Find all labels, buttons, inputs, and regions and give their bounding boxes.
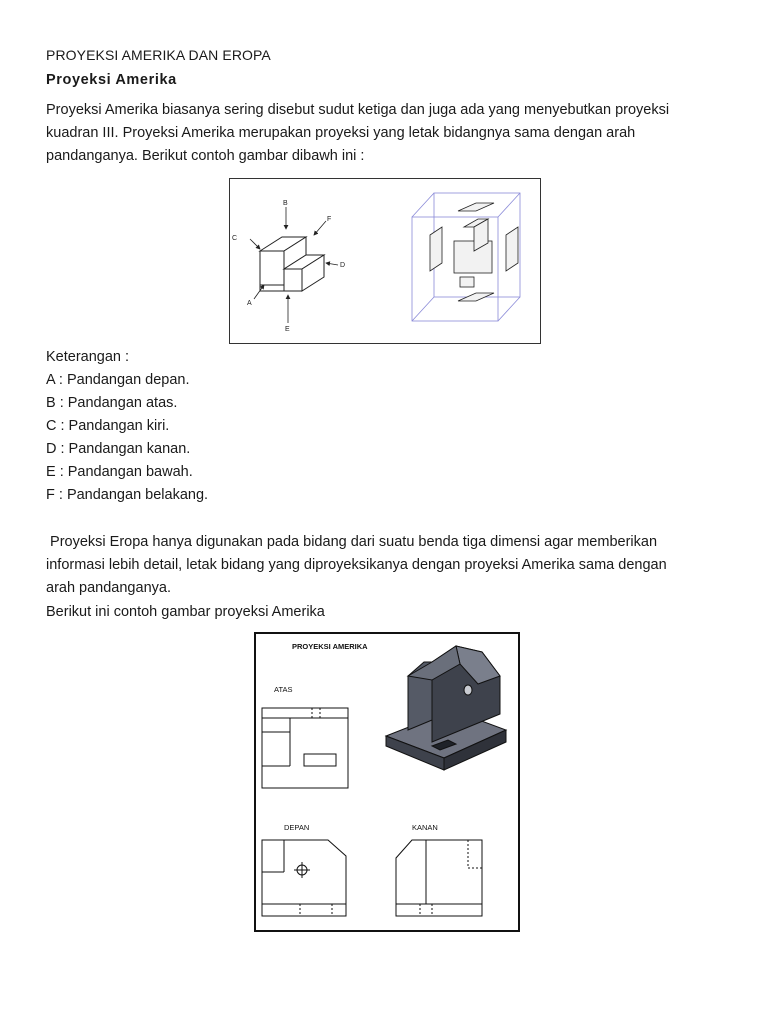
isometric-object [260,237,324,291]
list-item: A : Pandangan depan. [46,372,190,388]
list-item: B : Pandangan atas. [46,395,178,411]
paragraph-line: pandanganya. Berikut contoh gambar dibawh ini : [46,148,365,164]
keterangan-title: Keterangan : [46,349,130,365]
paragraph-caption: Berikut ini contoh gambar proyeksi Amerika [46,604,325,620]
document-title: PROYEKSI AMERIKA DAN EROPA [46,47,271,63]
front-view [262,840,346,916]
projection-diagram [230,179,540,343]
list-item: F : Pandangan belakang. [46,487,209,503]
right-view [396,840,482,916]
label-depan: DEPAN [284,823,310,832]
paragraph-line: arah pandanganya. [46,580,171,596]
keterangan-list [46,369,208,507]
arrow-label-e: E [285,326,290,333]
arrow-label-f: F [327,216,332,223]
list-item: C : Pandangan kiri. [46,418,170,434]
paragraph-line: kuadran III. Proyeksi Amerika merupakan proyeksi yang letak bidangnya sama dengan arah [46,125,636,141]
list-item: D : Pandangan kanan. [46,441,191,457]
top-view [262,708,348,788]
paragraph-line: Proyeksi Amerika biasanya sering disebut sudut ketiga dan juga ada yang menyebutkan proyeksi [46,102,670,118]
arrow-label-b: B [283,200,288,207]
projection-figure-1 [229,178,541,344]
paragraph-line: Proyeksi Eropa hanya digunakan pada bidang dari suatu benda tiga dimensi agar memberikan [46,534,658,550]
label-kanan: KANAN [412,823,438,832]
sheet-title: PROYEKSI AMERIKA [292,642,368,651]
projection-figure-2 [254,632,520,932]
list-item: E : Pandangan bawah. [46,464,193,480]
paragraph-line: informasi lebih detail, letak bidang yang diproyeksikanya dengan proyeksi Amerika sama dengan [46,557,667,573]
arrow-label-c: C [232,235,238,242]
label-atas: ATAS [274,685,293,694]
section-heading: Proyeksi Amerika [46,72,177,88]
arrow-label-a: A [247,300,252,307]
shaded-solid [386,646,506,770]
paragraph-intro [46,99,736,168]
arrow-label-d: D [340,262,346,269]
paragraph-eropa [46,531,736,600]
orthographic-sheet [256,634,518,930]
projected-views [430,203,518,301]
